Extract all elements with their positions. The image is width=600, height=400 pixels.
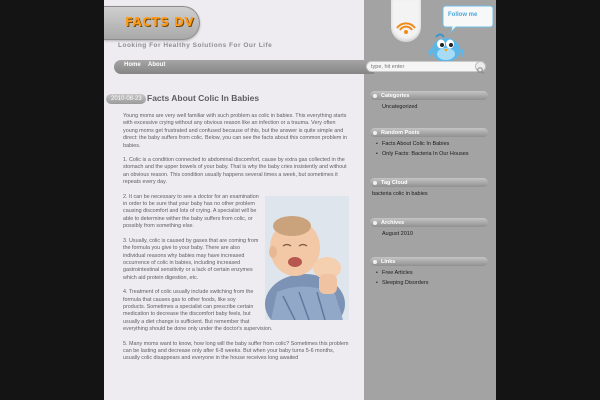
rss-tab[interactable] [391, 0, 421, 42]
baby-photo-image [265, 196, 349, 320]
post-title[interactable]: Facts About Colic In Babies [147, 93, 260, 103]
post-paragraph-4: 4. Treatment of colic usually include switching from the formula that causes gas to other foods, like soy products. Sometimes a specialist can prescribe certain medication to decrease the discomfort baby feels, but usually a diet change is sufficient. But remember that everything should be done only under the doctor's supervision. [123, 289, 273, 333]
header-dot-icon [373, 260, 377, 264]
post-paragraph-1: 1. Colic is a condition connected to abdominal discomfort, cause by extra gas collected in the stomach and the upper bowels of your baby. That is why the baby cries insistently and without an obvious reason. This condition usually happens several times a week, but sometimes it repeats every day. [123, 157, 347, 186]
follow-me-label[interactable]: Follow me [448, 12, 478, 18]
search-input[interactable] [369, 62, 475, 71]
search-icon[interactable] [476, 66, 485, 75]
widget-header [370, 128, 488, 137]
random-post-link[interactable]: Facts About Colic In Babies [382, 141, 450, 147]
post-paragraph-2: 2. It can be necessary to see a doctor for an examination in order to be sure that your baby has no other problem causing discomfort and lots of crying. A specialist will be able to determine wither the baby suffers from colic, or possibly from something else. [123, 193, 259, 230]
post-paragraph-5: 5. Many moms want to know, how long will the baby suffer from colic? Sometimes this problem can be lasting and decrease only after 6-8 weeks. But when your baby turns 5-6 months, usually colic disappears and everyone in the house receives long awaited [123, 340, 349, 362]
main-nav [114, 60, 374, 74]
widget-links [370, 257, 494, 290]
header-dot-icon [373, 131, 377, 135]
widget-title: Links [381, 258, 396, 265]
page-wrapper [104, 0, 496, 400]
bullet-icon: • [376, 151, 378, 157]
site-title[interactable]: FACTS DV [125, 15, 195, 29]
post-paragraph-intro: Young moms are very well familiar with such problem as colic in babies. This everything starts with excessive crying without any obvious reason like an infection or a trauma. Very often young moms get frustrated and confused because of this, but the answer is quite simple and direct: the baby suffers from colic. Below, you can see the facts about this common problem in babies. [123, 113, 348, 149]
widget-title: Categories [381, 92, 410, 99]
category-item[interactable] [370, 104, 494, 110]
nav-home-link[interactable]: Home [124, 62, 141, 68]
post-date-badge [106, 94, 146, 104]
rss-icon[interactable] [391, 0, 421, 42]
header-dot-icon [373, 221, 377, 225]
bullet-icon: • [376, 141, 378, 147]
blogroll-item[interactable] [370, 280, 494, 286]
blogroll-link[interactable]: Free Articles [382, 270, 413, 276]
widget-title: Random Posts [381, 129, 420, 136]
post-paragraph-3: 3. Usually, colic is caused by gases that are coming from the formula you give to your baby. There are also individual reasons why babies may have increased occurrence of colic in babies, including increased gastrointestinal sensitivity or a lack of certain enzymes which aid protein digestion, etc. [123, 237, 259, 281]
blogroll-item[interactable] [370, 270, 494, 276]
site-logo[interactable] [104, 6, 200, 40]
random-post-link[interactable]: Only Facts: Bacteria In Our Houses [382, 151, 469, 157]
archive-item[interactable] [370, 231, 494, 237]
nav-about-link[interactable]: About [148, 62, 166, 68]
search-box [366, 61, 486, 72]
site-tagline: Looking For Healthy Solutions For Our Life [118, 42, 273, 49]
baby-photo [265, 196, 349, 320]
bullet-icon: • [376, 270, 378, 276]
widget-header [370, 178, 488, 187]
widget-title: Archives [381, 219, 405, 226]
tag-cloud-links[interactable]: bacteria colic in babies [372, 191, 428, 197]
widget-categories [370, 91, 494, 114]
widget-header [370, 91, 488, 100]
blogroll-link[interactable]: Sleeping Disorders [382, 280, 429, 286]
header-dot-icon [373, 181, 377, 185]
widget-random-posts [370, 128, 494, 161]
random-post-item[interactable] [370, 141, 494, 147]
random-post-item[interactable] [370, 151, 494, 157]
bullet-icon: • [376, 280, 378, 286]
post-body [123, 113, 349, 370]
search-button[interactable] [475, 61, 486, 72]
widget-header [370, 257, 488, 266]
widget-archives [370, 218, 494, 241]
category-link[interactable]: Uncategorized [382, 104, 418, 110]
widget-title: Tag Cloud [381, 179, 408, 186]
post-date: 2010-08-23 [111, 95, 142, 102]
widget-header [370, 218, 488, 227]
widget-tag-cloud [370, 178, 494, 197]
archive-link[interactable]: August 2010 [382, 231, 413, 237]
header-dot-icon [373, 94, 377, 98]
